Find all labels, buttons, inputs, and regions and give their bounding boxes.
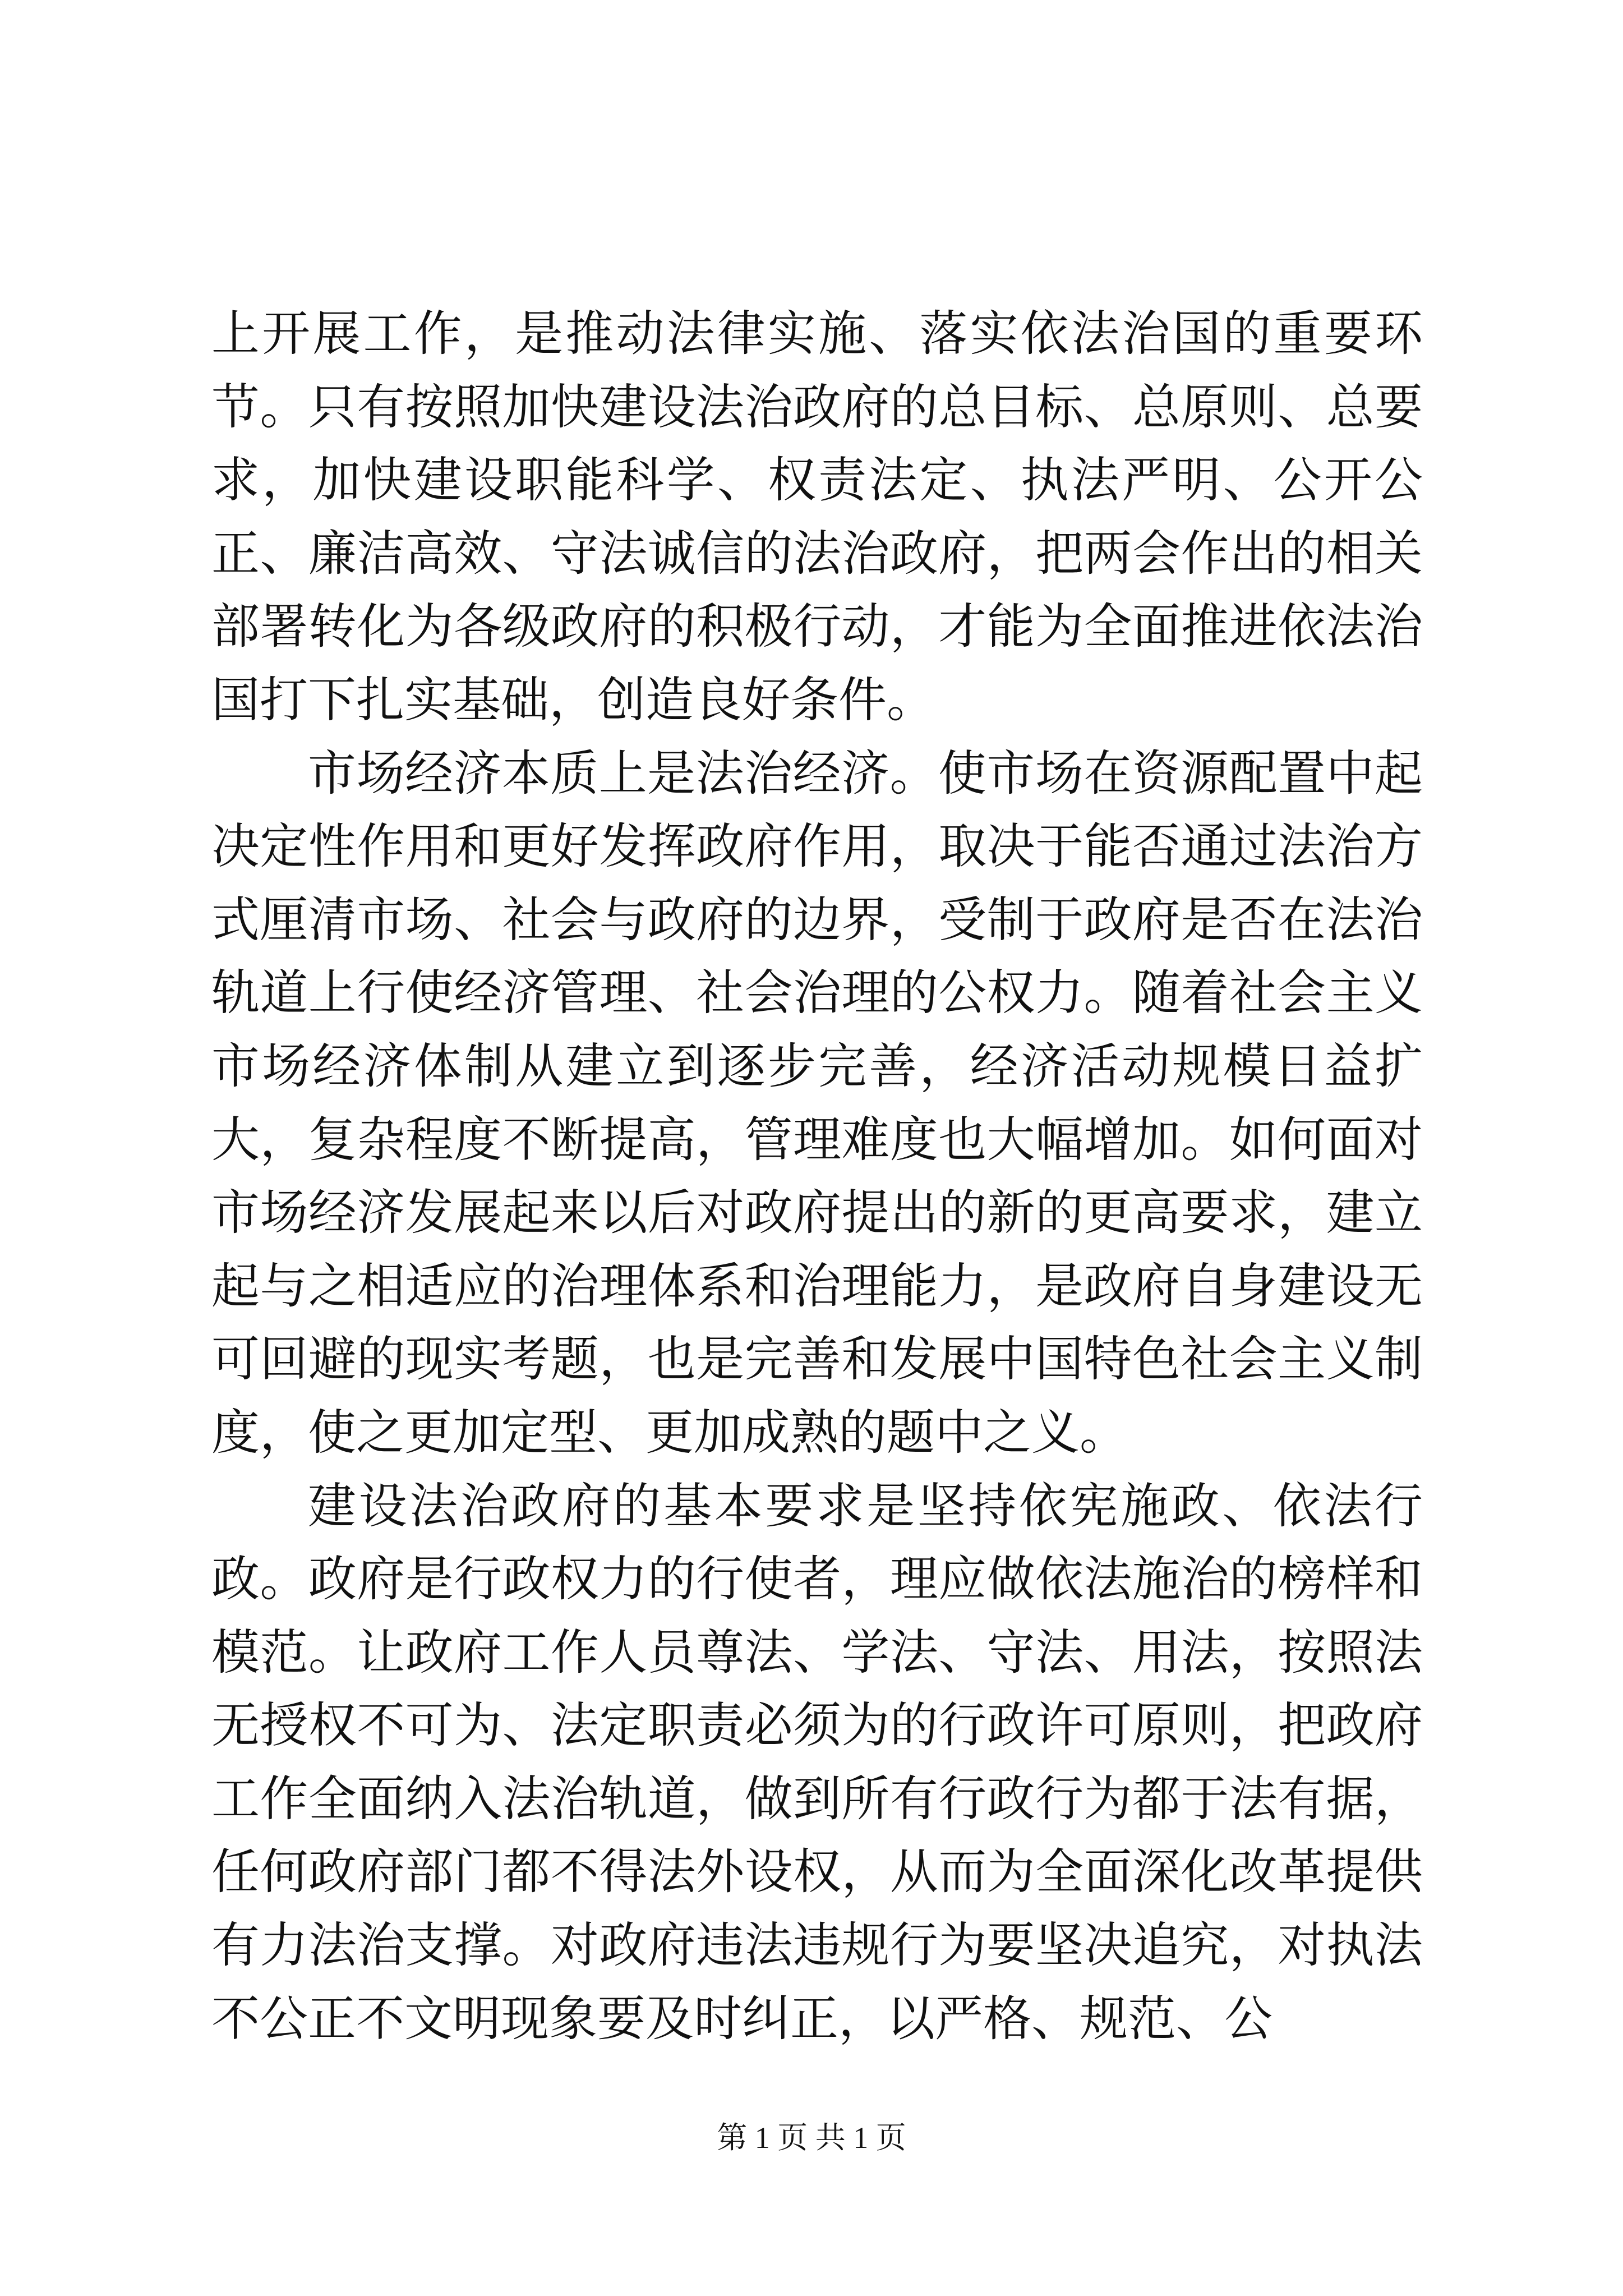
page-footer: 第 1 页 共 1 页 — [717, 2121, 906, 2155]
document-body — [211, 297, 1423, 2055]
paragraph-continuation: 上开展工作，是推动法律实施、落实依法治国的重要环节。只有按照加快建设法治政府的总目标、总原则、总要求，加快建设职能科学、权责法定、执法严明、公开公正、廉洁高效、守法诚信的法治政府，把两会作出的相关部署转化为各级政府的积极行动，才能为全面推进依法治国打下扎实基础，创造良好条件。 — [211, 306, 1423, 728]
paragraph-law-based-government: 建设法治政府的基本要求是坚持依宪施政、依法行政。政府是行政权力的行使者，理应做依法施治的榜样和模范。让政府工作人员尊法、学法、守法、用法，按照法无授权不可为、法定职责必须为的行政许可原则，把政府工作全面纳入法治轨道，做到所有行政行为都于法有据，任何政府部门都不得法外设权，从而为全面深化改革提供有力法治支撑。对政府违法违规行为要坚决追究，对执法不公正不文明现象要及时纠正，以严格、规范、公 — [211, 1478, 1423, 2047]
paragraph-market-economy: 市场经济本质上是法治经济。使市场在资源配置中起决定性作用和更好发挥政府作用，取决于能否通过法治方式厘清市场、社会与政府的边界，受制于政府是否在法治轨道上行使经济管理、社会治理的公权力。随着社会主义市场经济体制从建立到逐步完善，经济活动规模日益扩大，复杂程度不断提高，管理难度也大幅增加。如何面对市场经济发展起来以后对政府提出的新的更高要求，建立起与之相适应的治理体系和治理能力，是政府自身建设无可回避的现实考题，也是完善和发展中国特色社会主义制度，使之更加定型、更加成熟的题中之义。 — [211, 745, 1423, 1461]
